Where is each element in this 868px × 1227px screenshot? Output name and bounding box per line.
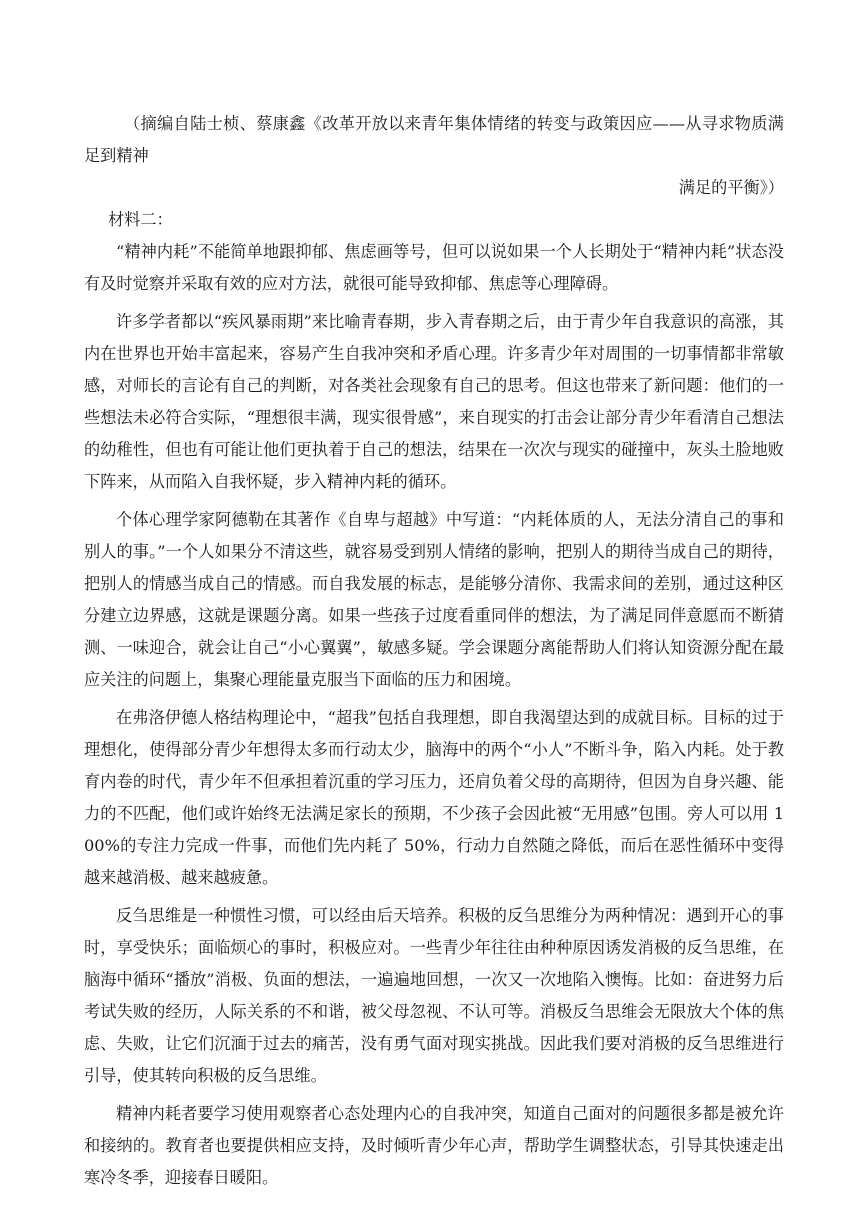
paragraph-2: 许多学者都以“疾风暴雨期”来比喻青春期，步入青春期之后，由于青少年自我意识的高涨，其内在世界也开始丰富起来，容易产生自我冲突和矛盾心理。许多青少年对周围的一切事情都非常敏感，对师长的言论有自己的判断，对各类社会现象有自己的思考。但这也带来了新问题：他们的一些想法未必符合实际，“理想很丰满，现实很骨感”，来自现实的打击会让部分青少年看清自己想法的幼稚性，但也有可能让他们更执着于自己的想法，结果在一次次与现实的碰撞中，灰头土脸地败下阵来，从而陷入自我怀疑，步入精神内耗的循环。 [84,312,784,491]
source-citation-line1: （摘编自陆士桢、蔡康鑫《改革开放以来青年集体情绪的转变与政策因应——从寻求物质满足到精神 [84,114,784,165]
paragraph-4: 在弗洛伊德人格结构理论中，“超我”包括自我理想，即自我渴望达到的成就目标。目标的过于理想化，使得部分青少年想得太多而行动太少，脑海中的两个“小人”不断斗争，陷入内耗。处于教育内卷的时代，青少年不但承担着沉重的学习压力，还肩负着父母的高期待，但因为自身兴趣、能力的不匹配，他们或许始终无法满足家长的预期，不少孩子会因此被“无用感”包围。旁人可以用 100%的专注力完成一件事，而他们先内耗了 50%，行动力自然随之降低，而后在恶性循环中变得越来越消极、越来越疲惫。 [84,708,784,887]
paragraph-5: 反刍思维是一种惯性习惯，可以经由后天培养。积极的反刍思维分为两种情况：遇到开心的事时，享受快乐；面临烦心的事时，积极应对。一些青少年往往由种种原因诱发消极的反刍思维，在脑海中循环“播放”消极、负面的想法，一遍遍地回想，一次又一次地陷入懊悔。比如：奋进努力后考试失败的经历，人际关系的不和谐，被父母忽视、不认可等。消极反刍思维会无限放大个体的焦虑、失败，让它们沉湎于过去的痛苦，没有勇气面对现实挑战。因此我们要对消极的反刍思维进行引导，使其转向积极的反刍思维。 [84,906,784,1085]
paragraph-3: 个体心理学家阿德勒在其著作《自卑与超越》中写道：“内耗体质的人，无法分清自己的事和别人的事。”一个人如果分不清这些，就容易受到别人情绪的影响，把别人的期待当成自己的期待，把别人的情感当成自己的情感。而自我发展的标志，是能够分清你、我需求间的差别，通过这种区分建立边界感，这就是课题分离。如果一些孩子过度看重同伴的想法，为了满足同伴意愿而不断猜测、一味迎合，就会让自己“小心翼翼”，敏感多疑。学会课题分离能帮助人们将认知资源分配在最应关注的问题上，集聚心理能量克服当下面临的压力和困境。 [84,510,784,689]
document-page [84,108,784,1194]
paragraph-6: 精神内耗者要学习使用观察者心态处理内心的自我冲突，知道自己面对的问题很多都是被允许和接纳的。教育者也要提供相应支持，及时倾听青少年心声，帮助学生调整状态，引导其快速走出寒冷冬季，迎接春日暖阳。 [84,1104,784,1187]
material-heading: 材料二： [108,210,173,229]
source-citation-line2: 满足的平衡》） [678,178,784,197]
paragraph-1: “精神内耗”不能简单地跟抑郁、焦虑画等号，但可以说如果一个人长期处于“精神内耗”状态没有及时觉察并采取有效的应对方法，就很可能导致抑郁、焦虑等心理障碍。 [84,242,784,293]
